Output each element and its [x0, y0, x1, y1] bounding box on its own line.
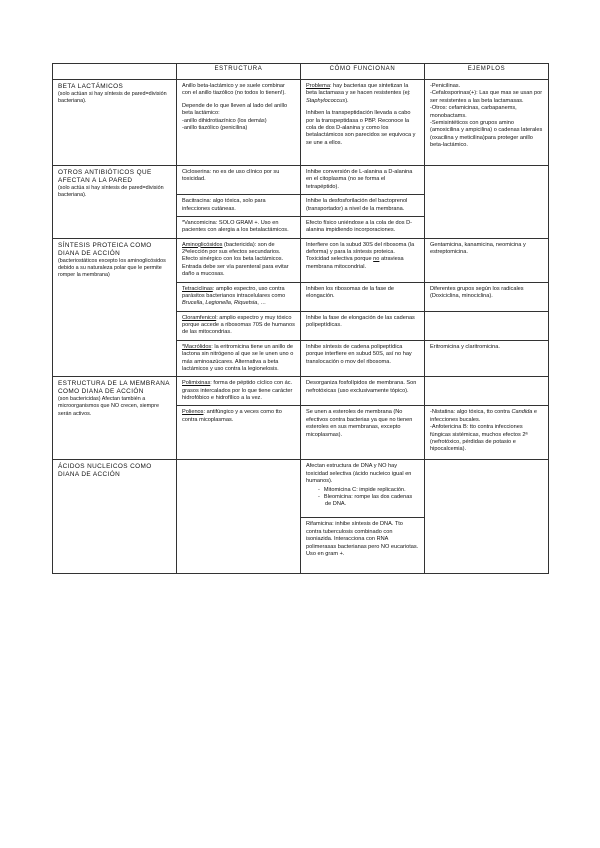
- row-sintesis-proteica: [53, 238, 549, 282]
- problema-label: Problema: [306, 83, 330, 89]
- funcion-cell: Inhiben los ribosomas de la fase de elongación.: [301, 282, 425, 311]
- funcion-text: Inhiben la transpeptidación llevada a cabo por la transpeptidasa o PBP. Reconoce la cola de dos D-alanina y como los betalactámicos son parecidos se equivoca y se une a ellos.: [306, 110, 416, 146]
- funcion-text: Afectan estructura de DNA y NO hay toxicidad selectiva (ácido nucleico igual en humanos).: [306, 463, 412, 485]
- ejemplos-fragment: -Nistatina: algo tóxica, tto contra: [430, 409, 512, 416]
- section-title: ESTRUCTURA DE LA MEMBRANA COMO DIANA DE ACCIÓN: [58, 380, 170, 396]
- section-subtitle: (son bactericidas) Afectan también a microorganismos que NO crecen, siempre serán activos.: [58, 396, 159, 417]
- ejemplos-cell: Eritromicina y claritromicina.: [425, 340, 549, 377]
- section-cell-membrana: [53, 377, 177, 460]
- estructura-cell: [177, 377, 301, 406]
- ejemplos-text: -Cefalosporinas(+): Las que mas se usan por ser resistentes a las beta lactamasas.: [430, 90, 543, 104]
- drug-name: Tetraciclinas: [182, 285, 213, 292]
- section-cell-sintesis-proteica: [53, 238, 177, 377]
- list-item: - Bleomicina: rompe las dos cadenas de DNA.: [325, 494, 419, 509]
- estructura-text: Depende de lo que lleven al lado del anillo beta lactámico:: [182, 102, 288, 117]
- section-title: BETA LACTÁMICOS: [58, 83, 124, 90]
- ejemplos-cell-empty: [425, 311, 549, 340]
- estructura-cell-empty: [177, 460, 301, 574]
- estructura-fragment: : la eritromicina tiene un anillo de lactona sin nitrógeno al que se le unen uno o más aminoazúcares. Alternativa a beta lactámicos y uso contra la legionelosis.: [182, 343, 294, 372]
- estructura-cell: [177, 282, 301, 311]
- ejemplos-text: -Anfotericina B: tto contra infecciones fúngicas sistémicas, muchos efectos 2ª (nefrotóxico, pérdidas de potasio e hipocalcemia).: [430, 424, 528, 453]
- estructura-cell: [177, 406, 301, 460]
- estructura-cell: Cicloserina: no es de uso clínico por su toxicidad.: [177, 166, 301, 195]
- header-como-funcionan: CÓMO FUNCIONAN: [301, 64, 425, 80]
- section-title: OTROS ANTIBIÓTICOS QUE AFECTAN A LA PARED: [58, 169, 152, 184]
- funcion-cell: Se unen a esteroles de membrana (No efectivos contra bacterias ya que no tienen esteroles en sus membranas, excepto micoplasmas).: [301, 406, 425, 460]
- estructura-fragment: : amplio espectro, uso contra parásitos bacterianos intracelulares como: [182, 285, 286, 299]
- header-estructura: ESTRUCTURA: [177, 64, 301, 80]
- funcion-fragment: ).: [345, 97, 349, 104]
- ejemplos-cell: [425, 80, 549, 166]
- funcion-cell: Inhibe la desfosforilación del bactoprenol (transportador) a nivel de la membrana.: [301, 195, 425, 217]
- section-subtitle: (solo actúan si hay síntesis de pared=división bacteriana).: [58, 91, 167, 105]
- ejemplos-text: -Semisintéticos con grupos amino (amoxicilina y ampicilina) o cadenas laterales (oxacilina y meticilina)para proteger anillo beta-lactámico.: [430, 119, 543, 148]
- funcion-cell: Inhibe conversión de L-alanina a D-alanina en el citoplasma (no se forma el tetrapéptido).: [301, 166, 425, 195]
- header-ejemplos: EJEMPLOS: [425, 64, 549, 80]
- estructura-text: Anillo beta-lactámico y se suele combinar con el anillo tiazólico (no todos lo tienen!).: [182, 83, 286, 97]
- estructura-text: -anillo tiazólico (penicilina): [182, 124, 248, 131]
- funcion-cell: Inhibe síntesis de cadena polipeptídica porque interfiere en subud 50S, así no hay translocación o mov del ribosoma.: [301, 340, 425, 377]
- ejemplos-fragment: e infecciones bucales.: [430, 409, 537, 423]
- list-item: - Mitomicina C: impide replicación.: [325, 487, 419, 494]
- species-name: Riquetsia: [233, 300, 258, 307]
- funcion-fragment: Interfiere con la subud 30S del ribosoma (la deforma) y para la síntesis proteica. Toxicidad selectiva porque: [306, 241, 415, 263]
- estructura-fragment: ,: [202, 300, 206, 307]
- estructura-fragment: : amplio espectro y muy tóxico porque accede a ribosomas 70S de humanos de las mitocondrias.: [182, 314, 295, 336]
- estructura-cell: Bacitracina: algo tóxica, solo para infecciones cutáneas.: [177, 195, 301, 217]
- row-otros-pared: [53, 166, 549, 195]
- ejemplos-cell: [425, 406, 549, 460]
- species-name: Candida: [511, 409, 533, 416]
- ejemplos-cell-empty: [425, 460, 549, 574]
- section-title: SÍNTESIS PROTEICA COMO DIANA DE ACCIÓN: [58, 241, 152, 257]
- row-acidos-nucleicos: [53, 460, 549, 518]
- ejemplos-cell-empty: [425, 166, 549, 239]
- section-cell-beta-lactamicos: [53, 80, 177, 166]
- ejemplos-text: -Penicilinas.: [430, 83, 461, 89]
- estructura-cell: [177, 340, 301, 377]
- estructura-cell: [177, 311, 301, 340]
- funcion-cell: Rifamicina: inhibe síntesis de DNA. Tto contra tuberculosis combinado con isoniazida. Interacciona con RNA polimerasas bacterianas pero NO eucariotas. Uso en gram +.: [301, 518, 425, 574]
- estructura-cell: [177, 80, 301, 166]
- funcion-fragment: atraviesa membrana mitocondrial.: [306, 256, 404, 270]
- antibiotics-table: [52, 63, 549, 574]
- drug-name: Polienos: [182, 409, 204, 416]
- ejemplos-text: [430, 409, 543, 424]
- funcion-cell: [301, 238, 425, 282]
- funcion-text: [306, 83, 419, 105]
- section-cell-otros-pared: [53, 166, 177, 239]
- funcion-cell: Inhibe la fase de elongación de las cadenas polipeptídicas.: [301, 311, 425, 340]
- estructura-fragment: (bactericida): son de 2ªelección por sus efectos secundarios. Efecto sinérgico con los beta lactámicos. Entrada debe ser vía parenteral para evitar daño a mucosas.: [182, 241, 289, 278]
- drug-name: *Macrólidos: [182, 343, 212, 350]
- estructura-text: -anillo dihidrotiazínico (los demás): [182, 117, 267, 124]
- estructura-fragment: ,: [230, 300, 234, 307]
- drug-name: Cloramfenicol: [182, 314, 217, 321]
- funcion-fragment: : hay bacterias que sintetizan la beta lactamasa y se hacen resistentes (ej:: [306, 83, 411, 97]
- ejemplos-cell: Diferentes grupos según los radicales (Doxiciclina, minociclina).: [425, 282, 549, 311]
- species-name: Brucella: [182, 300, 203, 307]
- header-blank: [53, 64, 177, 80]
- funcion-emphasis: no: [373, 256, 380, 263]
- estructura-fragment: , …: [257, 300, 266, 307]
- estructura-fragment: : antifúngico y a veces como tto contra micoplasmas.: [182, 409, 282, 423]
- funcion-cell: [301, 460, 425, 518]
- funcion-cell: Desorganiza fosfolípidos de membrana. Son nefrotóxicas (uso exclusivamente tópico).: [301, 377, 425, 406]
- row-membrana: [53, 377, 549, 406]
- section-cell-acidos-nucleicos: [53, 460, 177, 574]
- section-subtitle: (solo actúa si hay síntesis de pared=división bacteriana).: [58, 185, 164, 199]
- drug-name: Aminoglicósidos: [182, 241, 223, 248]
- ejemplos-cell-empty: [425, 377, 549, 406]
- drug-name: Polimixinas: [182, 380, 211, 387]
- funcion-cell: [301, 80, 425, 166]
- species-name: Staphylococcus: [306, 97, 346, 104]
- estructura-cell: *Vancomicina: SOLO GRAM +. Uso en pacientes con alergia a los betalactámicos.: [177, 216, 301, 238]
- funcion-cell: Efecto físico uniéndose a la cola de dos D-alanina impidiendo incorporaciones.: [301, 216, 425, 238]
- species-name: Legionella: [205, 300, 231, 307]
- drug-list: [320, 487, 419, 509]
- row-beta-lactamicos: [53, 80, 549, 166]
- header-row: [53, 64, 549, 80]
- section-title: ÁCIDOS NUCLEICOS COMO DIANA DE ACCIÓN: [58, 463, 152, 479]
- estructura-cell: [177, 238, 301, 282]
- section-subtitle: (bacteriostáticos excepto los aminoglicósidos debido a su naturaleza polar que le permite romper la membrana): [58, 257, 166, 278]
- ejemplos-text: -Otros: cefamicinas, carbapanems, monobactams.: [430, 105, 517, 119]
- ejemplos-cell: Gentamicina, kanamicina, neomicina y estreptomicina.: [425, 238, 549, 282]
- estructura-fragment: : forma de péptido cíclico con ác. grasos intercalados por lo que tiene carácter hidrofóbico e hidrofílico a la vez.: [182, 380, 293, 401]
